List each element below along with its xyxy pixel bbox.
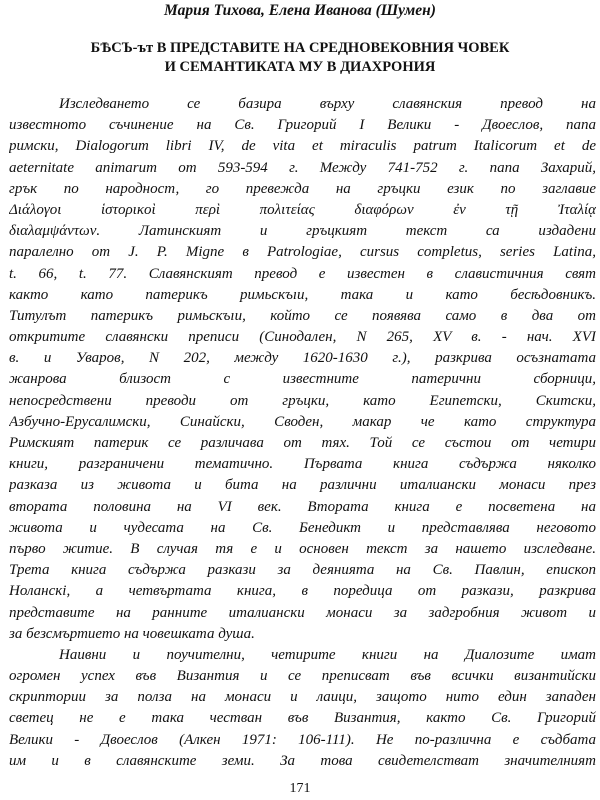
paragraph-line: t. 66, t. 77. Славянският превод е известен в славистичния свят bbox=[9, 265, 596, 282]
article-title bbox=[18, 39, 582, 77]
paragraph-line: Римският патерик се различава от тях. Той се състои от четири bbox=[9, 435, 596, 451]
paragraph-line: втората половина на VI век. Втората книга е посветена на bbox=[9, 498, 596, 515]
paragraph-line: Титулът патерикъ римьскъıи, който се появява само в два от bbox=[9, 307, 596, 324]
paragraph-line: жанрова близост с известните патерични сборници, bbox=[9, 371, 596, 388]
paragraph-line: непосредствени преводи от гръцки, като Египетски, Скитски, bbox=[9, 392, 596, 409]
paragraph-line: огромен успех във Византия и се преписват във всички византийски bbox=[9, 668, 596, 685]
paragraph-line: за безсмъртието на човешката душа. bbox=[9, 625, 255, 642]
paragraph-line: скриптории за полза на монаси и лаици, защото нито един западен bbox=[9, 689, 596, 706]
paragraph-line: Наивни и поучителни, четирите книги на Диалозите имат bbox=[59, 646, 596, 663]
paragraph-line: представите на ранните италиански монаси за задгробния живот и bbox=[9, 604, 596, 621]
paragraph-line: διαλαμψάντων. Латинският и гръцкият текст са издадени bbox=[9, 223, 596, 240]
paragraph-line: Διάλογοι ἱστορικοὶ περὶ πολιτείας διαφόρων ἐν τῇ Ἰταλίᾳ bbox=[9, 201, 596, 218]
paragraph-line: aeternitate animarum от 593-594 г. Между 741-752 г. папа Захарий, bbox=[9, 159, 596, 176]
title-line: И СЕМАНТИКАТА МУ В ДИАХРОНИЯ bbox=[164, 59, 436, 75]
paragraph-line: откритите славянски преписи (Синодален, N 265, XV в. - нач. XVI bbox=[9, 329, 596, 346]
paragraph-line: както като патерикъ римьскъıи, така и като бесѣдовникъ. bbox=[9, 286, 596, 303]
paragraph-line: Велики - Двоеслов (Алкен 1971: 106-111). Не по-различна е съдбата bbox=[9, 731, 596, 748]
paragraph-line: Изследването се базира върху славянския превод на bbox=[59, 96, 596, 112]
paragraph-line: известното съчинение на Св. Григорий I Велики - Двоеслов, папа bbox=[9, 117, 596, 134]
paragraph-line: римски, Dialogorum libri IV, de vita et miraculis patrum Italicorum et de bbox=[9, 138, 596, 155]
page-number: 171 bbox=[289, 781, 311, 796]
paragraph-line: първо житие. В случая тя е и основен текст за нашето изследване. bbox=[9, 540, 596, 557]
paragraph-line: Азбучно-Ерусалимски, Синайски, Сводeн, макар че като структура bbox=[9, 413, 596, 430]
paragraph-line: Ноланскi, а четвъртата книга, в поредица от разкази, разкрива bbox=[9, 583, 596, 600]
paragraph-line: паралелно от J. P. Migne в Patrologiae, cursus completus, series Latina, bbox=[9, 244, 596, 261]
paragraph-line: разказа из живота и бита на различни италиански монаси през bbox=[9, 477, 596, 494]
paragraph-line: в. и Уваров, N 202, между 1620-1630 г.), разкрива осъзнатата bbox=[9, 350, 596, 367]
paragraph-line: живота и чудесата на Св. Бенедикт и представлява неговото bbox=[9, 519, 596, 536]
paragraph-line: Трета книга съдържа разкази за деянията на Св. Павлин, епископ bbox=[9, 562, 596, 579]
running-header-authors: Мария Тихова, Елена Иванова (Шумен) bbox=[164, 2, 436, 19]
paragraph-line: им и в славянските земи. За това свидетелстват значителният bbox=[9, 752, 596, 769]
paragraph-line: светец не е така честван във Византия, както Св. Григорий bbox=[9, 710, 596, 727]
title-line: БѢСЪ-ът В ПРЕДСТАВИТЕ НА СРЕДНОВЕКОВНИЯ ЧОВЕК bbox=[90, 40, 510, 56]
body-text bbox=[9, 94, 596, 772]
paragraph-line: книги, разграничени тематично. Първата книга съдържа няколко bbox=[9, 456, 596, 473]
paragraph-line: грък по народност, го превежда на гръцки език по заглавие bbox=[9, 180, 596, 197]
